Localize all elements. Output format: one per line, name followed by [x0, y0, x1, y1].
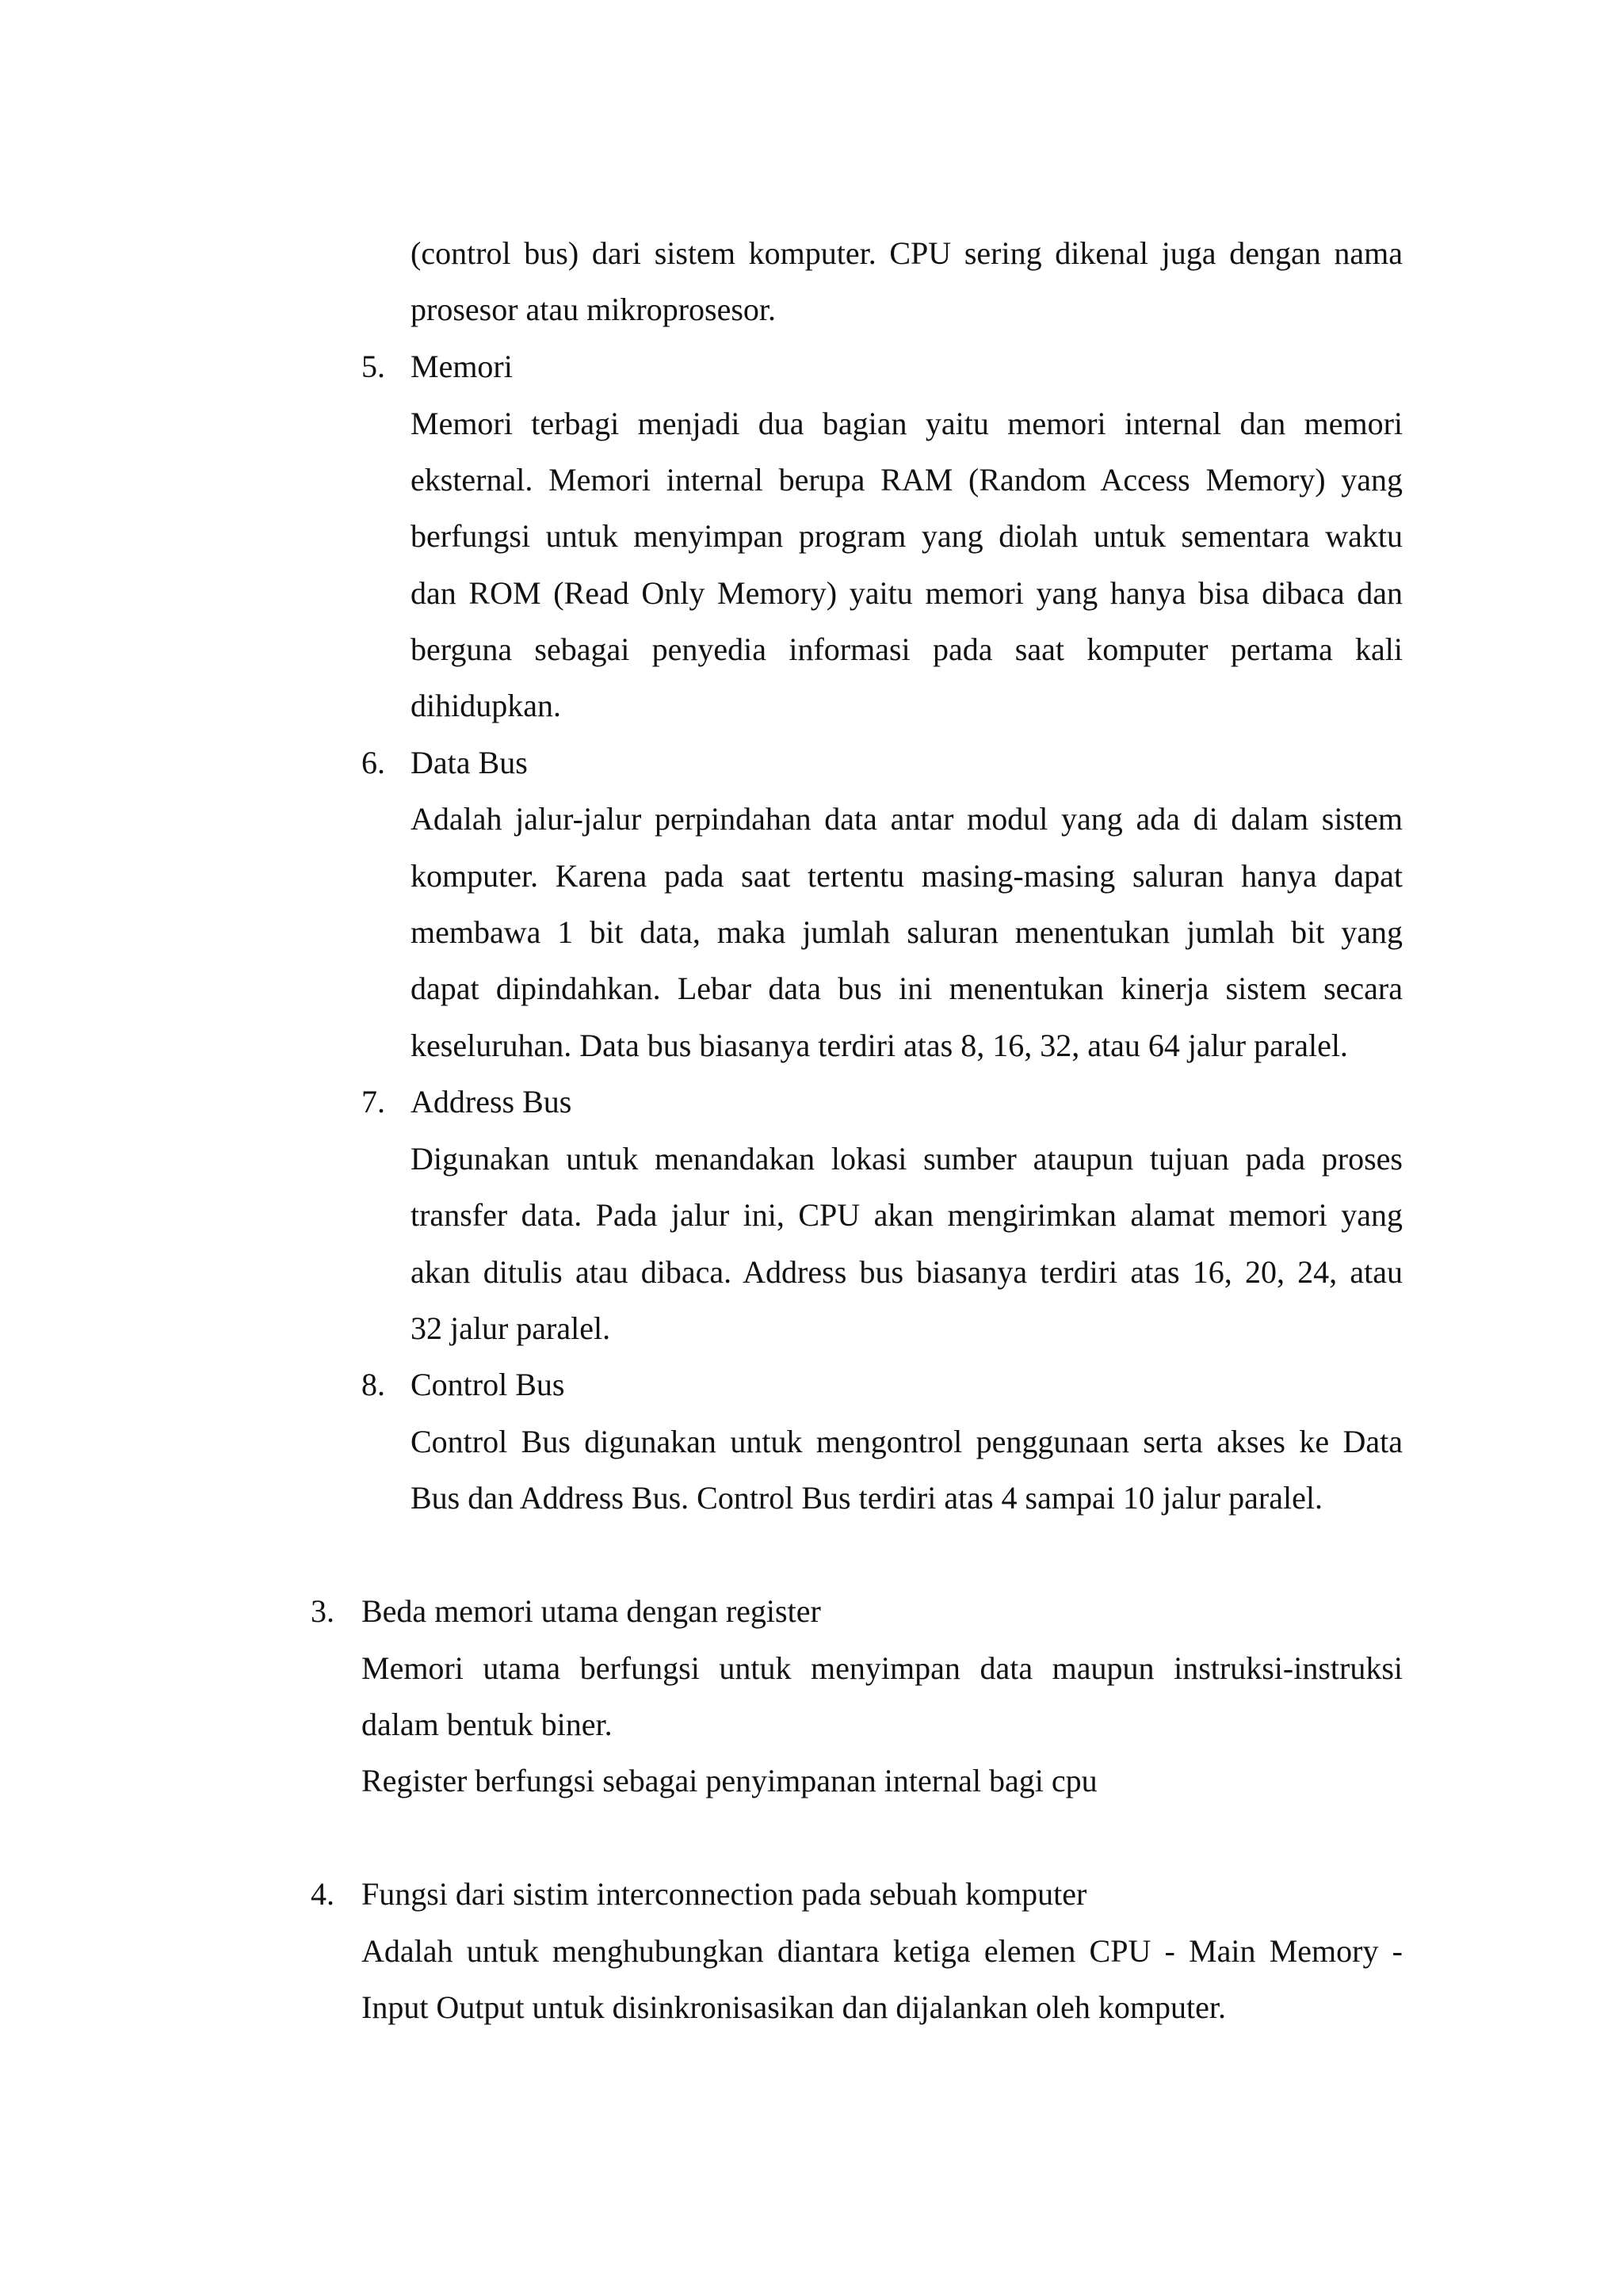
item-7-title: Address Bus — [411, 1084, 572, 1119]
section-3-line-2: dalam bentuk biner. — [361, 1707, 613, 1742]
item-7-line-3: akan ditulis atau dibaca. Address bus biasanya terdiri atas 16, 20, 24, atau — [411, 1254, 1403, 1290]
item-5-line-3: berfungsi untuk menyimpan program yang diolah untuk sementara waktu — [411, 518, 1403, 554]
item-6-line-1: Adalah jalur-jalur perpindahan data antar modul yang ada di dalam sistem — [411, 801, 1403, 837]
cpu-continuation-line-2: prosesor atau mikroprosesor. — [411, 292, 777, 327]
section-3-number: 3. — [311, 1593, 334, 1629]
item-6-line-5: keseluruhan. Data bus biasanya terdiri atas 8, 16, 32, atau 64 jalur paralel. — [411, 1028, 1348, 1063]
item-7-number: 7. — [361, 1084, 385, 1119]
item-5-title: Memori — [411, 349, 513, 384]
item-6-line-2: komputer. Karena pada saat tertentu masing-masing saluran hanya dapat — [411, 858, 1403, 894]
item-5-number: 5. — [361, 349, 385, 384]
item-8-line-1: Control Bus digunakan untuk mengontrol penggunaan serta akses ke Data — [411, 1424, 1403, 1459]
section-3-line-1: Memori utama berfungsi untuk menyimpan data maupun instruksi-instruksi — [361, 1650, 1403, 1686]
item-6-line-4: dapat dipindahkan. Lebar data bus ini menentukan kinerja sistem secara — [411, 971, 1403, 1006]
section-4-number: 4. — [311, 1876, 334, 1912]
item-8-title: Control Bus — [411, 1367, 565, 1402]
item-5-line-6: dihidupkan. — [411, 688, 561, 723]
item-6-title: Data Bus — [411, 745, 528, 780]
item-5-line-2: eksternal. Memori internal berupa RAM (Random Access Memory) yang — [411, 462, 1403, 498]
item-7-line-1: Digunakan untuk menandakan lokasi sumber ataupun tujuan pada proses — [411, 1141, 1403, 1177]
item-5-line-1: Memori terbagi menjadi dua bagian yaitu memori internal dan memori — [411, 406, 1403, 441]
item-7-line-2: transfer data. Pada jalur ini, CPU akan mengirimkan alamat memori yang — [411, 1197, 1403, 1233]
section-4-title: Fungsi dari sistim interconnection pada sebuah komputer — [361, 1876, 1087, 1912]
section-4-line-1: Adalah untuk menghubungkan diantara ketiga elemen CPU - Main Memory - — [361, 1933, 1403, 1969]
section-3-title: Beda memori utama dengan register — [361, 1593, 821, 1629]
item-6-line-3: membawa 1 bit data, maka jumlah saluran menentukan jumlah bit yang — [411, 914, 1403, 950]
section-3-line-3: Register berfungsi sebagai penyimpanan internal bagi cpu — [361, 1763, 1098, 1798]
item-5-line-5: berguna sebagai penyedia informasi pada saat komputer pertama kali — [411, 631, 1403, 667]
cpu-continuation-line-1: (control bus) dari sistem komputer. CPU sering dikenal juga dengan nama — [411, 235, 1403, 271]
item-5-line-4: dan ROM (Read Only Memory) yaitu memori yang hanya bisa dibaca dan — [411, 575, 1403, 611]
item-6-number: 6. — [361, 745, 385, 780]
section-4-line-2: Input Output untuk disinkronisasikan dan dijalankan oleh komputer. — [361, 1989, 1226, 2025]
item-8-number: 8. — [361, 1367, 385, 1402]
item-8-line-2: Bus dan Address Bus. Control Bus terdiri atas 4 sampai 10 jalur paralel. — [411, 1480, 1323, 1516]
item-7-line-4: 32 jalur paralel. — [411, 1310, 611, 1346]
